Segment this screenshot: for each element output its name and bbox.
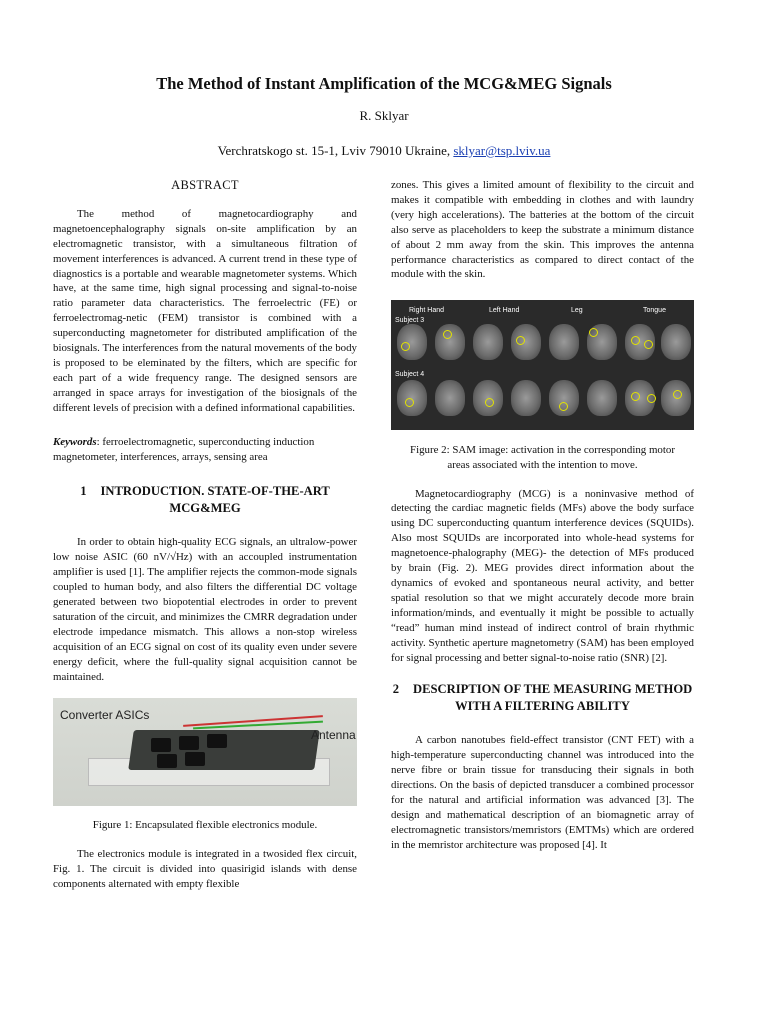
figure2-col-label: Left Hand [489,307,520,315]
brain-scan [435,324,465,360]
brain-scan [435,380,465,416]
brain-scan [473,324,503,360]
keywords-text: : ferroelectromagnetic, superconducting induction magnetometer, interferences, arrays, sensing area [53,435,315,463]
section1-para1: In order to obtain high-quality ECG signals, an ultralow-power low noise ASIC (60 nV/√Hz) with an accoupled instrumentation amplifier is used [1]. The amplifier rejects the common-mode signals coupled to human body, and also filters the differential DC voltage generated between two biopotential electrodes in order to prevent saturation of the circuit, and minimizes the CMRR degradation under electrode impedance mismatch. This allows a non-stop wireless acquisition of an ECG signal on cost of its quality even under severe energy deficit, where the full-quality signal acquisition cannot be maintained. [53,536,357,683]
section1-title: INTRODUCTION. STATE-OF-THE-ART MCG&MEG [100,484,330,516]
section2-title: DESCRIPTION OF THE MEASURING METHOD WITH A FILTERING ABILITY [413,682,693,714]
brain-scan [661,324,691,360]
figure1-label-converter: Converter ASICs [60,708,150,723]
mcg-paragraph: Magnetocardiography (MCG) is a noninvasive method of detecting the cardiac magnetic fields (MFs) above the body surface using DC superconducting quantum interference devices (SQUIDs). Also most SQUIDs are incorporated into whole-head systems for magnetoence-phalography (MEG)- the detection of MFs produced by brain (Fig. 2). MEG provides direct information about the dynamics of evoked and spontaneous neural activity, and better spatial resolution so that we might accurately decode more brain information/minds, and eventually it might be possible to actually “read” human mind instead of indirect control of brain rhythmic activity. Synthetic aperture magnetometry (SAM) has been employed for signal processing and better signal-to-noise ratio (SNR) [2]. [391,487,694,664]
abstract-heading: ABSTRACT [171,178,239,192]
brain-scan [587,380,617,416]
keywords [53,435,357,465]
section1-number: 1 [80,484,87,499]
asic-chip [179,736,199,750]
figure1-image [53,698,357,806]
section1-heading [53,483,357,517]
figure2-col-label: Tongue [643,307,666,315]
figure2-caption: Figure 2: SAM image: activation in the corresponding motor areas associated with the intention to move. [410,444,675,471]
asic-chip [151,738,171,752]
section1-para2: The electronics module is integrated in a twosided flex circuit, Fig. 1. The circuit is divided into quasirigid islands with dense components alternated with empty flexible [53,848,357,890]
abstract-text: The method of magnetocardiography and magnetoencephalography signals on-site amplification by an electromagnetic transistor, with a simultaneous filtration of movement interferences is advanced. A current trend in these type of diagnostics is a portable and wearable magnetometer systems. Which have, at the same time, high signal processing and signal-to-noise ratio parameter data characteristics. The ferroelectric (FE) or ferroelectromag-netic (FEM) transistor is combined with a superconducting magnetometer for distributed amplification of the biosignals. The interferences from the natural movements of the body is proposed to be eleminated by the filters, which are specific for each part of a wide frequency range. The designed sensors are arranged in space arrays for investigation of the biosignals of the different levels of precision with a defined informational capabilities. [53,207,357,414]
affiliation [0,143,768,159]
figure2-col-label: Right Hand [409,307,445,315]
figure2-row-label: Subject 4 [395,371,425,379]
keywords-label: Keywords [53,435,97,448]
paper-title: The Method of Instant Amplification of the MCG&MEG Signals [156,74,612,93]
continued-paragraph: zones. This gives a limited amount of flexibility to the circuit and makes it compatible with embedding in clothes and with laundry (very high accelerations). The batteries at the bottom of the circuit also serve as placeholders to keep the substrate a minimum distance of about 2 mm away from the skin. This improves the antenna performance characteristics as compared to direct contact of the module with the skin. [391,179,694,281]
figure2-row-label: Subject 3 [395,317,425,325]
email-link[interactable]: sklyar@tsp.lviv.ua [453,143,551,158]
affiliation-address: Verchratskogo st. 15-1, Lviv 79010 Ukraine, [217,143,454,158]
asic-chip [157,754,177,768]
section2-heading [391,681,694,715]
asic-chip [207,734,227,748]
right-column [391,178,694,853]
author: R. Sklyar [359,108,409,123]
asic-chip [185,752,205,766]
figure2-image [391,300,694,430]
section2-para: A carbon nanotubes field-effect transistor (CNT FET) with a high-temperature superconducting channel was introduced into the nerve fibre or brain tissue for transducing their signals in both directions. On the basis of depicted transducer a combined processor for the natural and artificial information was advanced [3]. The design and mathematical description of an biomagnetic array of electromagnetic transistors/memristors (EMTMs) which are ordered in the memristor architecture was proposed [4]. It [391,734,694,851]
brain-scan [549,324,579,360]
brain-scan [511,380,541,416]
figure1-caption: Figure 1: Encapsulated flexible electronics module. [92,819,318,832]
left-column [53,178,357,892]
figure2-col-label: Leg [571,307,583,315]
figure1-label-antenna: Antenna [311,728,356,743]
section2-number: 2 [392,682,400,697]
